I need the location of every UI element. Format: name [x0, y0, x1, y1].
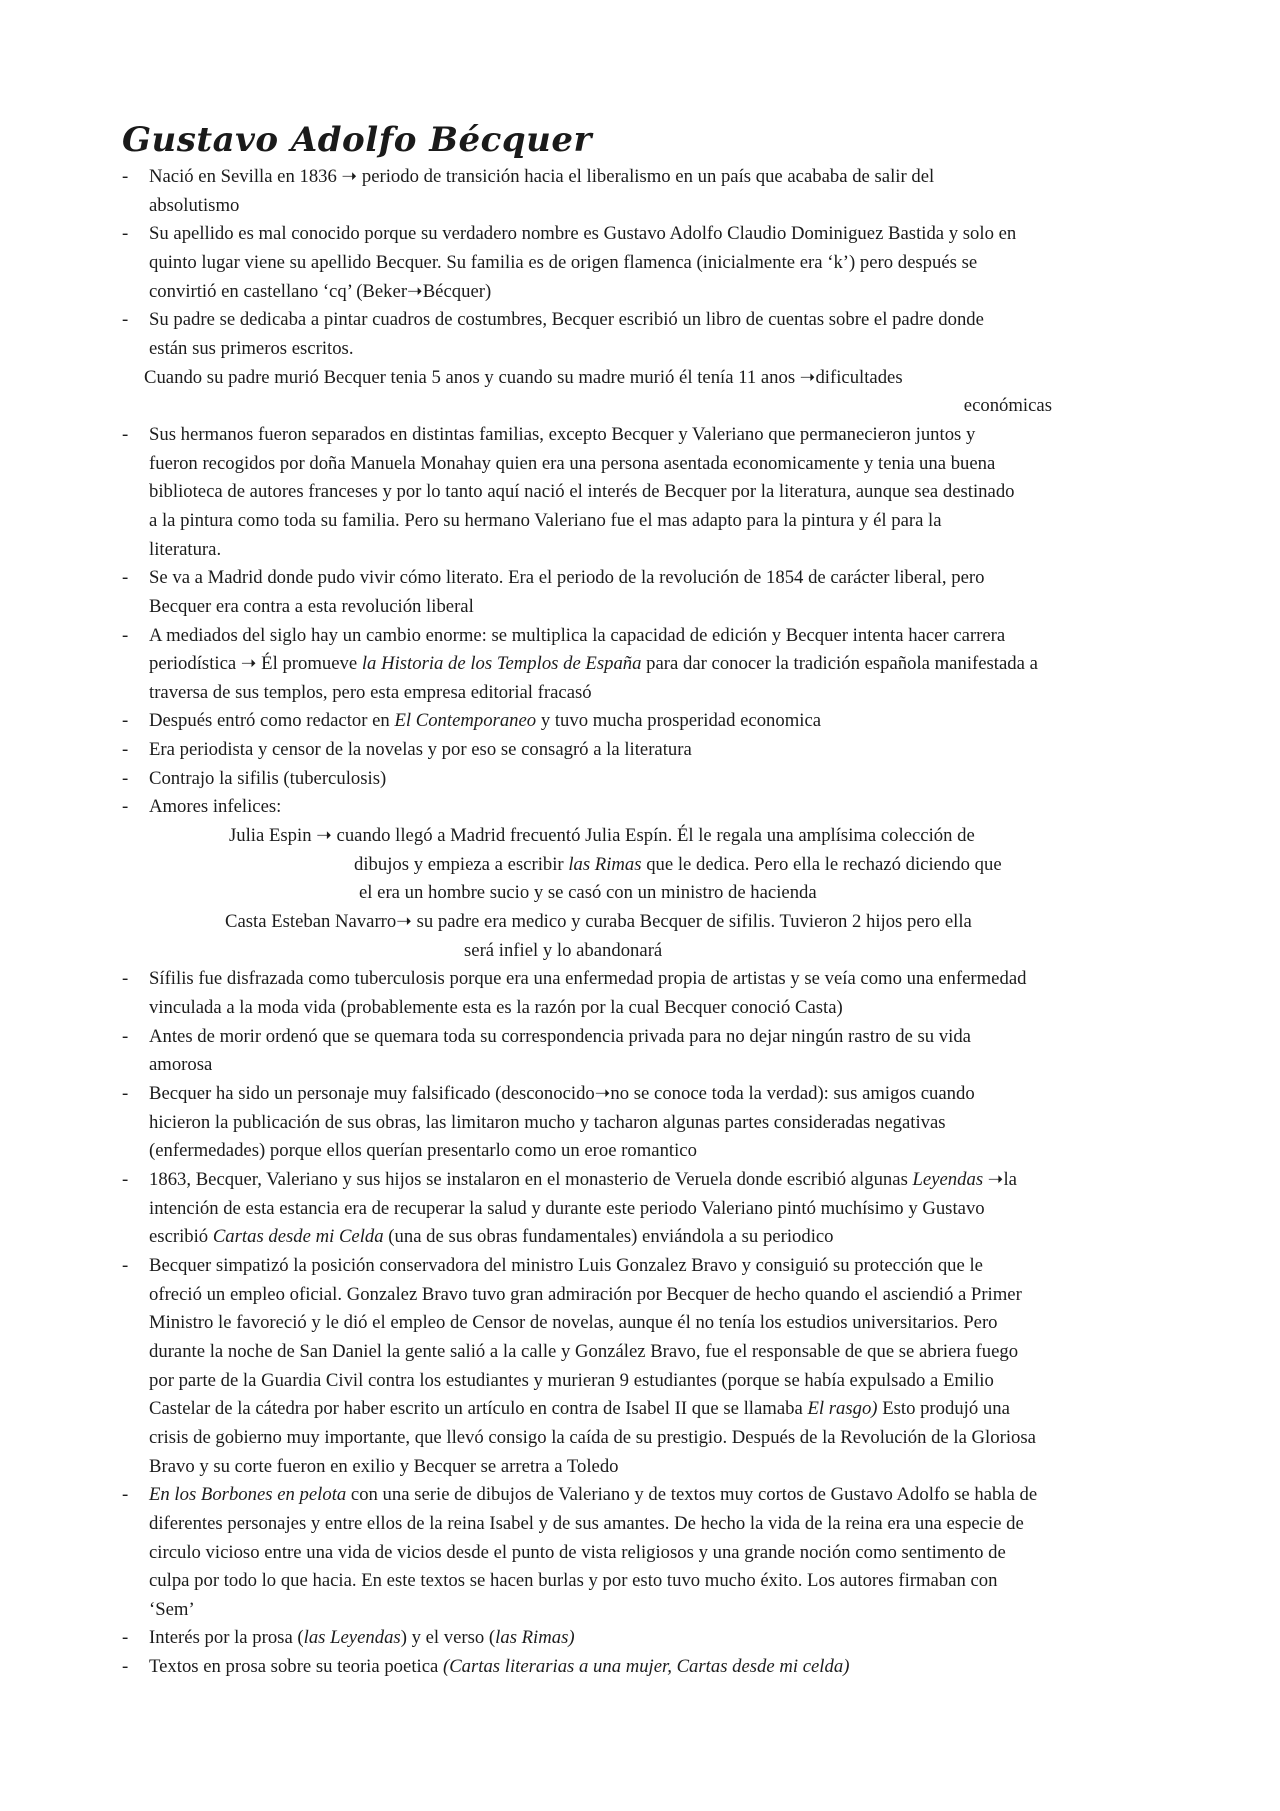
bullet-dash: - — [122, 1656, 129, 1678]
text-line: Sus hermanos fueron separados en distintas familias, excepto Becquer y Valeriano que permanecieron juntos y — [149, 423, 976, 445]
text-span: Esto produjó una — [877, 1398, 1010, 1420]
text-line: fueron recogidos por doña Manuela Monahay quien era una persona asentada economicamente y tenia una buena — [149, 452, 996, 474]
item-body — [149, 736, 1172, 765]
text-line: durante la noche de San Daniel la gente salió a la calle y González Bravo, fue el responsable de que se abriera fuego — [149, 1340, 1019, 1362]
text-span: Castelar de la cátedra por haber escrito un artículo en contra de Isabel II que se llamaba — [149, 1398, 808, 1420]
newspaper-title: El Contemporaneo — [394, 710, 537, 732]
item-body — [149, 1624, 1172, 1653]
text-line: a la pintura como toda su familia. Pero su hermano Valeriano fue el mas adapto para la pintura y él para la — [149, 509, 942, 531]
text-line: Su padre se dedicaba a pintar cuadros de costumbres, Becquer escribió un libro de cuentas sobre el padre donde — [149, 309, 984, 331]
text-line: culpa por todo lo que hacia. En este textos se hacen burlas y por esto tuvo mucho éxito. Los autores firmaban con — [149, 1570, 998, 1592]
book-title: (Cartas literarias a una mujer, Cartas desde mi celda) — [442, 1656, 850, 1678]
list-item — [122, 1481, 1172, 1624]
bullet-dash: - — [122, 223, 129, 245]
text-line: vinculada a la moda vida (probablemente esta es la razón por la cual Becquer conoció Casta) — [149, 997, 843, 1019]
text-line — [149, 1166, 1172, 1195]
sub-line: Casta Esteban Navarro➝ su padre era medico y curaba Becquer de sifilis. Tuvieron 2 hijos pero ella — [225, 911, 972, 933]
text-span: escribió — [149, 1226, 213, 1248]
text-span: ➝la — [983, 1168, 1017, 1190]
list-item — [122, 965, 1172, 1022]
text-line: circulo vicioso entre una vida de vicios desde el punto de vista religiosos y una grande noción como sentimento de — [149, 1541, 1006, 1563]
item-body — [149, 622, 1172, 708]
bullet-dash: - — [122, 767, 129, 789]
notes-list — [122, 163, 1172, 1682]
list-item — [122, 622, 1172, 708]
bullet-dash: - — [122, 1484, 129, 1506]
item-body — [149, 220, 1172, 306]
text-line: crisis de gobierno muy importante, que llevó consigo la caída de su prestigio. Después de la Revolución de la Gloriosa — [149, 1426, 1036, 1448]
list-item — [122, 1023, 1172, 1080]
book-title: En los Borbones en pelota — [149, 1484, 347, 1506]
list-item — [122, 1252, 1172, 1481]
text-line: Becquer ha sido un personaje muy falsificado (desconocido➝no se conoce toda la verdad): sus amigos cuando — [149, 1083, 975, 1104]
list-item — [122, 1624, 1172, 1653]
bullet-dash: - — [122, 1083, 129, 1104]
text-line: están sus primeros escritos. — [149, 337, 354, 359]
text-line: literatura. — [149, 538, 222, 560]
text-line — [149, 1481, 1172, 1510]
bullet-dash: - — [122, 166, 129, 187]
book-title: las Rimas — [568, 853, 642, 875]
bullet-dash: - — [122, 1025, 129, 1047]
text-line: ‘Sem’ — [149, 1598, 195, 1620]
item-body — [149, 564, 1172, 621]
text-line: Becquer simpatizó la posición conservadora del ministro Luis Gonzalez Bravo y consiguió su protección que le — [149, 1254, 983, 1276]
text-span: ) y el verso ( — [400, 1627, 496, 1649]
text-span: Textos en prosa sobre su teoria poetica — [149, 1656, 443, 1678]
text-line: (enfermedades) porque ellos querían presentarlo como un eroe romantico — [149, 1140, 697, 1162]
bullet-dash: - — [122, 567, 129, 589]
item-body — [149, 793, 1172, 965]
text-line: ofreció un empleo oficial. Gonzalez Bravo tuvo gran admiración por Becquer de hecho quando el asciendió a Primer — [149, 1283, 1022, 1305]
bullet-dash: - — [122, 710, 129, 732]
sub-line — [149, 851, 1172, 880]
bullet-dash: - — [122, 968, 129, 990]
bullet-dash: - — [122, 423, 129, 445]
text-line: Becquer era contra a esta revolución liberal — [149, 595, 474, 617]
item-body — [149, 163, 1172, 220]
text-span: dibujos y empieza a escribir — [354, 853, 569, 875]
text-line — [149, 1395, 1172, 1424]
text-line: biblioteca de autores franceses y por lo tanto aquí nació el interés de Becquer por la literatura, aunque sea destinado — [149, 481, 1015, 503]
text-span: con una serie de dibujos de Valeriano y de textos muy cortos de Gustavo Adolfo se habla de — [346, 1484, 1038, 1506]
text-line: Sífilis fue disfrazada como tuberculosis porque era una enfermedad propia de artistas y se veía como una enfermedad — [149, 968, 1027, 990]
text-line: traversa de sus templos, pero esta empresa editorial fracasó — [149, 681, 592, 703]
item-body — [149, 1252, 1172, 1481]
text-span: y tuvo mucha prosperidad economica — [536, 710, 822, 732]
item-body — [149, 306, 1172, 363]
text-line: diferentes personajes y entre ellos de la reina Isabel y de sus amantes. De hecho la vida de la reina era una especie de — [149, 1512, 1024, 1534]
sub-line: será infiel y lo abandonará — [464, 939, 663, 961]
article-title: El rasgo) — [807, 1398, 878, 1420]
text-line: Amores infelices: — [149, 796, 282, 818]
bullet-dash: - — [122, 1254, 129, 1276]
list-item — [122, 564, 1172, 621]
text-line: Era periodista y censor de la novelas y por eso se consagró a la literatura — [149, 739, 692, 761]
list-item — [122, 1080, 1172, 1166]
bullet-dash: - — [122, 1627, 129, 1649]
text-line — [149, 1653, 1172, 1682]
text-span: Interés por la prosa ( — [149, 1627, 304, 1649]
text-line: Bravo y su corte fueron en exilio y Becquer se arretra a Toledo — [149, 1455, 619, 1477]
text-span: Después entró como redactor en — [149, 710, 395, 732]
text-line: Cuando su padre murió Becquer tenia 5 anos y cuando su madre murió él tenía 11 anos ➝dificultades — [144, 366, 903, 388]
text-span: que le dedica. Pero ella le rechazó diciendo que — [641, 853, 1002, 875]
bullet-dash: - — [122, 739, 129, 761]
text-line — [149, 707, 1172, 736]
book-title: las Rimas) — [495, 1627, 575, 1649]
sub-line: Julia Espin ➝ cuando llegó a Madrid frecuentó Julia Espín. Él le regala una amplísima colección de — [229, 825, 975, 847]
text-line: quinto lugar viene su apellido Becquer. Su familia es de origen flamenca (inicialmente era ‘k’) pero después se — [149, 251, 978, 273]
text-span: (una de sus obras fundamentales) enviándola a su periodico — [383, 1226, 834, 1248]
text-line: Ministro le favoreció y le dió el empleo de Censor de novelas, aunque él no tenía los estudios universitarios. Pero — [149, 1312, 998, 1334]
text-span: para dar conocer la tradición española manifestada a — [641, 653, 1038, 675]
list-item — [122, 421, 1172, 564]
item-body — [149, 1080, 1172, 1166]
bullet-dash: - — [122, 796, 129, 818]
item-body — [149, 421, 1172, 564]
text-line: intención de esta estancia era de recuperar la salud y durante este periodo Valeriano pintó muchísimo y Gustavo — [149, 1197, 985, 1219]
item-body — [149, 1166, 1172, 1252]
item-body — [149, 1481, 1172, 1624]
text-line: Nació en Sevilla en 1836 ➝ periodo de transición hacia el liberalismo en un país que acababa de salir del — [149, 166, 935, 187]
list-item — [122, 306, 1172, 363]
sub-line: el era un hombre sucio y se casó con un ministro de hacienda — [359, 882, 817, 904]
bullet-dash: - — [122, 624, 129, 646]
bullet-dash: - — [122, 1168, 129, 1190]
list-item — [122, 163, 1172, 220]
text-line — [149, 1223, 1172, 1252]
list-item — [122, 765, 1172, 794]
list-item — [122, 1653, 1172, 1682]
text-line: Antes de morir ordenó que se quemara toda su correspondencia privada para no dejar ningún rastro de su vida — [149, 1025, 971, 1047]
text-line: económicas — [963, 395, 1052, 417]
text-line: Su apellido es mal conocido porque su verdadero nombre es Gustavo Adolfo Claudio Dominiguez Bastida y solo en — [149, 223, 1017, 245]
book-title: las Leyendas — [303, 1627, 401, 1649]
text-line — [149, 650, 1172, 679]
list-item — [122, 736, 1172, 765]
text-span: 1863, Becquer, Valeriano y sus hijos se instalaron en el monasterio de Veruela donde escribió algunas — [149, 1168, 913, 1190]
text-line: por parte de la Guardia Civil contra los estudiantes y murieran 9 estudiantes (porque se había expulsado a Emilio — [149, 1369, 994, 1391]
text-line: Contrajo la sifilis (tuberculosis) — [149, 767, 387, 789]
book-title: Cartas desde mi Celda — [212, 1226, 384, 1248]
page-title: Gustavo Adolfo Bécquer — [122, 120, 592, 160]
text-line: A mediados del siglo hay un cambio enorme: se multiplica la capacidad de edición y Becquer intenta hacer carrera — [149, 624, 1006, 646]
text-line: absolutismo — [149, 194, 240, 216]
text-line — [149, 1624, 1172, 1653]
list-item — [122, 707, 1172, 736]
text-line: convirtió en castellano ‘cq’ (Beker➝Bécquer) — [149, 280, 492, 302]
text-line: hicieron la publicación de sus obras, las limitaron mucho y tacharon algunas partes consideradas negativas — [149, 1111, 946, 1133]
list-item — [122, 793, 1172, 965]
list-item — [122, 1166, 1172, 1252]
item-body — [149, 765, 1172, 794]
list-item — [122, 220, 1172, 306]
text-line: Se va a Madrid donde pudo vivir cómo literato. Era el periodo de la revolución de 1854 de carácter liberal, pero — [149, 567, 985, 589]
text-line: amorosa — [149, 1054, 213, 1076]
book-title: la Historia de los Templos de España — [361, 653, 642, 675]
book-title: Leyendas — [912, 1168, 984, 1190]
item-body — [149, 707, 1172, 736]
text-span: periodística ➝ Él promueve — [149, 653, 362, 675]
item-body — [149, 965, 1172, 1022]
item-body — [149, 1023, 1172, 1080]
bullet-dash: - — [122, 309, 129, 331]
item-body — [149, 1653, 1172, 1682]
